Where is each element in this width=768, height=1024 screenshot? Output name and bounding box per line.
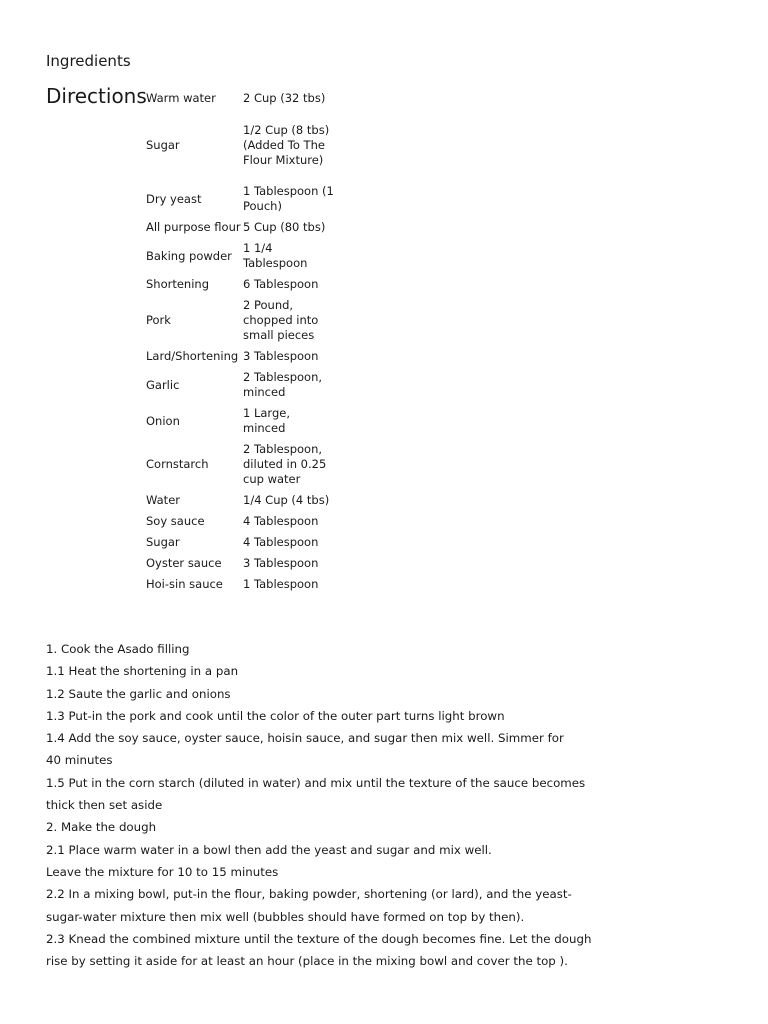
ingredient-amount: 1 1/4 Tablespoon	[243, 241, 308, 270]
ingredient-name: Hoi-sin sauce	[146, 577, 223, 591]
ingredient-amount: 6 Tablespoon	[243, 277, 319, 291]
ingredient-row	[146, 553, 335, 574]
ingredient-name: Pork	[146, 313, 171, 327]
ingredient-name: Sugar	[146, 535, 180, 549]
ingredient-row	[146, 346, 335, 367]
ingredient-name: Soy sauce	[146, 514, 205, 528]
ingredient-row	[146, 367, 335, 403]
ingredient-name: Baking powder	[146, 248, 232, 263]
ingredients-table	[146, 88, 335, 595]
direction-step: 2.3 Knead the combined mixture until the texture of the dough becomes fine. Let the dough rise by setting it aside for at least an hour (place in the mixing bowl and cover the top ).	[46, 931, 592, 969]
direction-step: 1.1 Heat the shortening in a pan	[46, 664, 239, 679]
ingredient-name: Garlic	[146, 377, 180, 392]
ingredient-row	[146, 274, 335, 295]
direction-step: 1.5 Put in the corn starch (diluted in water) and mix until the texture of the sauce becomes thick then set aside	[46, 775, 586, 813]
ingredient-row	[146, 532, 335, 553]
direction-step: Leave the mixture for 10 to 15 minutes	[46, 864, 279, 879]
ingredient-amount: 5 Cup (80 tbs)	[243, 220, 326, 234]
direction-step: 1. Cook the Asado filling	[46, 642, 190, 656]
ingredient-amount: 2 Pound, chopped into small pieces	[243, 298, 319, 342]
ingredient-row	[146, 109, 335, 181]
direction-step: 1.3 Put-in the pork and cook until the color of the outer part turns light brown	[46, 708, 505, 723]
ingredient-amount: 2 Tablespoon, minced	[243, 370, 323, 399]
ingredient-name: Sugar	[146, 137, 180, 152]
ingredients-heading: Ingredients	[46, 52, 131, 70]
ingredient-amount: 3 Tablespoon	[243, 556, 319, 570]
direction-step: 2. Make the dough	[46, 820, 157, 835]
ingredient-row	[146, 439, 335, 490]
ingredient-name: Warm water	[146, 91, 216, 105]
direction-step: 1.2 Saute the garlic and onions	[46, 686, 231, 701]
ingredient-amount: 2 Tablespoon, diluted in 0.25 cup water	[243, 442, 327, 486]
ingredient-amount: 2 Cup (32 tbs)	[243, 91, 326, 105]
ingredient-row	[146, 295, 335, 346]
direction-step: 2.2 In a mixing bowl, put-in the flour, baking powder, shortening (or lard), and the yeast-sugar-water mixture then mix well (bubbles should have formed on top by then).	[46, 887, 572, 924]
ingredient-row	[146, 574, 335, 595]
ingredient-row	[146, 88, 335, 109]
ingredient-name: Lard/Shortening	[146, 349, 239, 363]
ingredient-amount: 4 Tablespoon	[243, 535, 319, 549]
ingredient-name: Cornstarch	[146, 457, 209, 471]
ingredient-amount: 4 Tablespoon	[243, 514, 319, 528]
ingredient-row	[146, 217, 335, 238]
ingredient-amount: 3 Tablespoon	[243, 349, 319, 363]
ingredient-amount: 1/2 Cup (8 tbs) (Added To The Flour Mixture)	[243, 122, 330, 167]
ingredient-name: Onion	[146, 413, 180, 428]
ingredient-name: Shortening	[146, 277, 210, 291]
ingredient-name: All purpose flour	[146, 220, 241, 234]
ingredient-row	[146, 490, 335, 511]
ingredient-row	[146, 238, 335, 274]
ingredient-row	[146, 181, 335, 217]
ingredient-row	[146, 403, 335, 439]
ingredient-name: Oyster sauce	[146, 556, 222, 570]
ingredient-amount: 1/4 Cup (4 tbs)	[243, 493, 330, 507]
ingredient-row	[146, 511, 335, 532]
direction-step: 1.4 Add the soy sauce, oyster sauce, hoisin sauce, and sugar then mix well. Simmer for	[46, 731, 564, 746]
ingredient-name: Dry yeast	[146, 191, 202, 206]
direction-step: 40 minutes	[46, 753, 113, 768]
directions-heading: Directions	[46, 84, 147, 108]
ingredient-amount: 1 Tablespoon (1 Pouch)	[243, 184, 334, 213]
ingredient-amount: 1 Large, minced	[243, 406, 290, 435]
directions-list	[46, 638, 606, 972]
ingredient-name: Water	[146, 493, 180, 507]
direction-step: 2.1 Place warm water in a bowl then add the yeast and sugar and mix well.	[46, 842, 492, 857]
ingredient-amount: 1 Tablespoon	[243, 577, 319, 591]
